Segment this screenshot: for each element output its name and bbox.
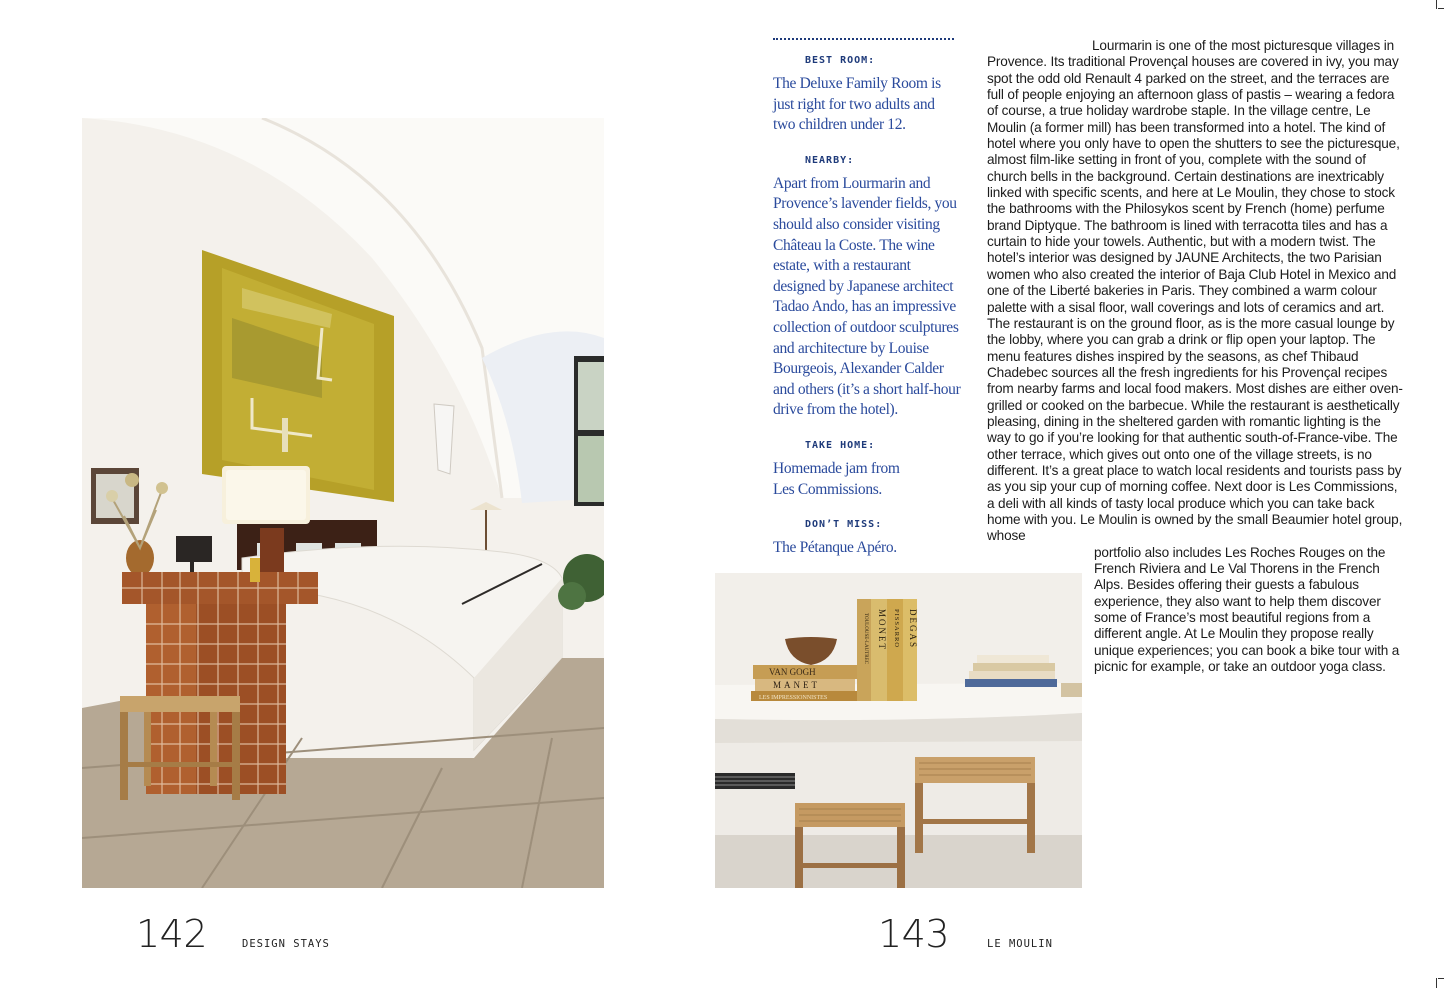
sidebar-heading: BEST ROOM: (805, 55, 876, 66)
crop-mark (1438, 978, 1444, 979)
sidebar-body: The Pétanque Apéro. (773, 539, 897, 557)
sidebar-tips (773, 38, 968, 577)
shelf-with-books-and-stools-photo (715, 573, 1082, 888)
sidebar-item-dont-miss (773, 518, 968, 559)
page-number-left: 142 (136, 912, 208, 956)
crop-mark (1436, 978, 1437, 988)
sidebar-body: The Deluxe Family Room is just right for two adults and two children under 12. (773, 75, 941, 134)
book-spine: TOULOUSE-LAUTREC (863, 613, 868, 665)
dotted-rule (773, 38, 954, 40)
book-spine: DEGAS (908, 609, 918, 650)
book-spine: PISSARRO (893, 609, 900, 649)
sidebar-item-take-home (773, 439, 968, 500)
sidebar-heading: TAKE HOME: (805, 439, 876, 451)
sidebar-item-nearby (773, 154, 968, 421)
book-spine: VAN GOGH (769, 667, 816, 677)
crop-mark (1438, 8, 1444, 9)
page-number-right: 143 (878, 912, 950, 956)
sidebar-heading: DON’T MISS: (805, 519, 883, 531)
crop-mark (1436, 0, 1437, 9)
book-spine: MONET (877, 609, 887, 651)
section-label-right: LE MOULIN (987, 938, 1053, 950)
book-spine: MANET (773, 680, 820, 690)
article-paragraph: portfolio also includes Les Roches Rouges on the French Riviera and Le Val Thorens in the French Alps. Besides offering their guests a fabulous experience, they also want to help them discover some of France’s most beautiful regions from a different angle. At Le Moulin they propose really unique experiences; you can book a bike tour with a picnic for example, or take an outdoor yoga class. (1094, 544, 1400, 675)
hotel-reception-photo (82, 118, 604, 888)
sidebar-item-best-room (773, 54, 968, 136)
sidebar-heading: NEARBY: (805, 154, 855, 166)
sidebar-body: Apart from Lourmarin and Provence’s lavender fields, you should also consider visiting Château la Coste. The wine estate, with a restaurant designed by Japanese architect Tadao Ando, has an impressive collection of outdoor sculptures and architecture by Louise Bourgeois, Alexander Calder and others (it’s a short half-hour drive from the hotel). (773, 174, 961, 419)
section-label-left: DESIGN STAYS (242, 938, 330, 950)
article-paragraph: Lourmarin is one of the most picturesque villages in Provence. Its traditional Provençal houses are covered in ivy, you may spot the odd old Renault 4 parked on the street, and the terraces are full of people enjoying an afternoon glass of pastis – wearing a fedora of course, a true holiday wardrobe staple. In the village centre, Le Moulin (a former mill) has been transformed into a hotel. The kind of hotel where you only have to open the shutters to see the picturesque, almost film-like setting in front of you, complete with the sound of church bells in the background. Certain destinations are inextricably linked with specific scents, and here at Le Moulin, they chose to stock the bathrooms with the Philosykos scent by French (home) perfume brand Diptyque. The bathroom is lined with terracotta tiles and has a curtain to hide your towels. Authentic, but with a modern twist. The hotel’s interior was designed by JAUNE Architects, the two Parisian women who also created the interior of Baja Club Hotel in Mexico and one of the Liberté bakeries in Paris. They combined a warm colour palette with a sisal floor, wall coverings and lots of ceramics and art. The restaurant is on the ground floor, as is the more casual lounge by the lobby, where you can grab a drink or flip open your laptop. The menu features dishes inspired by the seasons, as chef Thibaud Chadebec sources all the fresh ingredients for his Provençal recipes from nearby farms and local food makers. Most dishes are either oven-grilled or cooked on the barbecue. While the restaurant is aesthetically pleasing, dining in the sheltered garden with romantic lighting is the way to go if you’re looking for that authentic south-of-France-vibe. The other terrace, which gives out onto one of the village streets, is no different. It’s a great place to watch local residents and tourists pass by as you sip your cup of morning coffee. Next door is Les Commissions, a deli with all kinds of tasty local produce which you can take back home with you. Le Moulin is owned by the small Beaumier hotel group, whose (987, 38, 1403, 544)
book-spine: LES IMPRESSIONNISTES (759, 695, 828, 701)
sidebar-body: Homemade jam from Les Commissions. (773, 459, 900, 498)
